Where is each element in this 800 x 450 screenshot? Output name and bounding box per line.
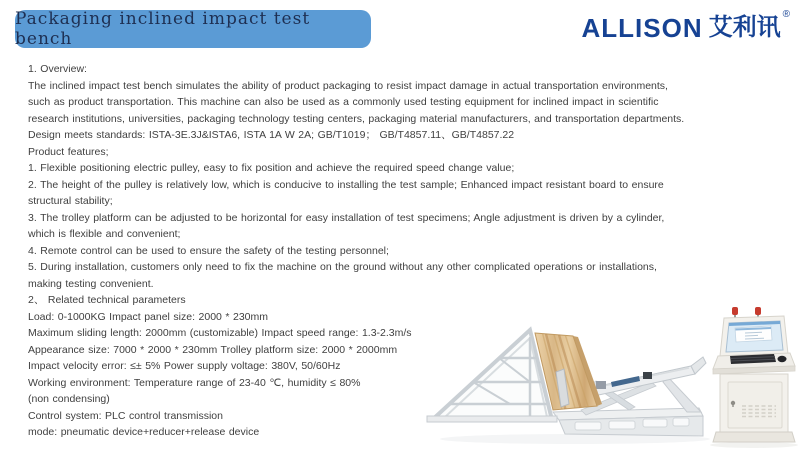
text-line: 4. Remote control can be used to ensure the safety of the testing personnel; (28, 244, 389, 257)
text-line: Design meets standards: ISTA-3E.3J&ISTA6, ISTA 1A W 2A; GB/T1019； GB/T4857.11、GB/T4857.22 (28, 129, 515, 141)
text-line: (non condensing) (28, 393, 110, 405)
text-line: which is flexible and convenient; (28, 228, 181, 240)
text-line: Appearance size: 7000 * 2000 * 230mm Trolley platform size: 2000 * 2000mm (28, 343, 398, 356)
text-line: research institutions, universities, packaging technology testing centers, packaging material manufacturers, and transportation departments. (28, 112, 685, 125)
text-line: Load: 0-1000KG Impact panel size: 2000 * 230mm (28, 310, 269, 323)
title-banner (15, 10, 371, 48)
brand-logo-latin: ALLISON (581, 13, 703, 43)
text-line: 3. The trolley platform can be adjusted to be horizontal for easy installation of test specimens; Angle adjustment is driven by a cylinder, (28, 211, 665, 224)
text-line: such as product transportation. This machine can also be used as a commonly used testing equipment for inclined impact in scientific (28, 96, 659, 108)
text-line: 1. Flexible positioning electric pulley, easy to fix position and achieve the required speed change value; (28, 162, 515, 174)
machine-photo (415, 300, 710, 450)
text-line: Product features; (28, 145, 109, 158)
text-line: Control system: PLC control transmission (28, 409, 223, 422)
text-line: Impact velocity error: ≤± 5% Power supply voltage: 380V, 50/60Hz (28, 360, 341, 372)
text-line: Working environment: Temperature range of 23-40 ℃, humidity ≤ 80% (28, 376, 361, 389)
control-cabinet-photo (700, 290, 800, 450)
text-line: 5. During installation, customers only need to fix the machine on the ground without any other complicated operations or installations, (28, 261, 657, 273)
text-line: structural stability; (28, 195, 113, 207)
text-line: 1. Overview: (28, 63, 87, 75)
brand-logo (581, 9, 790, 43)
text-line: 2. The height of the pulley is relatively low, which is conducive to installing the test sample; Enhanced impact resistant board to ensure (28, 178, 664, 191)
text-line: mode: pneumatic device+reducer+release device (28, 426, 260, 438)
text-line: 2、 Related technical parameters (28, 294, 186, 306)
page-title: Packaging inclined impact test bench (15, 9, 311, 49)
text-line: The inclined impact test bench simulates the ability of product packaging to resist impact damage in actual transportation environments, (28, 79, 668, 92)
text-line: Maximum sliding length: 2000mm (customizable) Impact speed range: 1.3-2.3m/s (28, 327, 412, 339)
brand-logo-cjk: 艾利讯 (708, 14, 781, 41)
text-line: making testing convenient. (28, 277, 154, 290)
registered-trademark-icon: ® (782, 9, 790, 20)
